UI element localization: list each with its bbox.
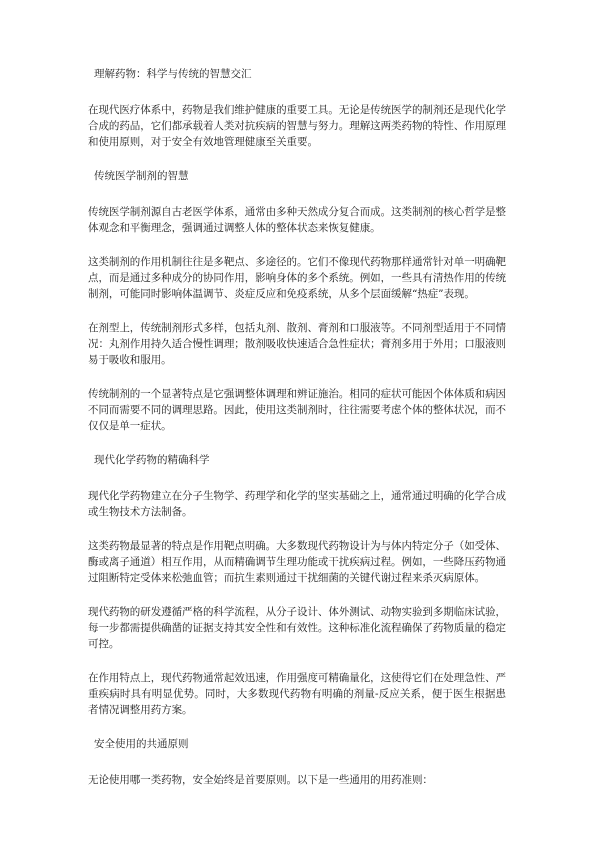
paragraph: 在作用特点上，现代药物通常起效迅速，作用强度可精确量化，这使得它们在处理急性、严重疾病时具有明显优势。同时，大多数现代药物有明确的剂量-反应关系，便于医生根据患者情况调整用药方案。 xyxy=(88,672,506,716)
paragraph: 传统医学制剂源自古老医学体系，通常由多种天然成分复合而成。这类制剂的核心哲学是整体观念和平衡理念，强调通过调整人体的整体状态来恢复健康。 xyxy=(88,206,506,234)
paragraph: 传统制剂的一个显著特点是它强调整体调理和辨证施治。相同的症状可能因个体体质和病因不同而需要不同的调理思路。因此，使用这类制剂时，往往需要考虑个体的整体状况，而不仅仅是单一症状。 xyxy=(88,388,506,432)
paragraph: 这类药物最显著的特点是作用靶点明确。大多数现代药物设计为与体内特定分子（如受体、酶或离子通道）相互作用，从而精确调节生理功能或干扰疾病过程。例如，一些降压药物通过阻断特定受体来松弛血管；而抗生素则通过干扰细菌的关键代谢过程来杀灭病原体。 xyxy=(88,540,506,584)
document-title: 理解药物：科学与传统的智慧交汇 xyxy=(94,68,252,80)
document-page xyxy=(88,66,506,806)
section-heading-safety: 安全使用的共通原则 xyxy=(94,738,189,750)
section-heading-traditional: 传统医学制剂的智慧 xyxy=(94,170,189,182)
paragraph: 现代药物的研发遵循严格的科学流程，从分子设计、体外测试、动物实验到多期临床试验，每一步都需提供确凿的证据支持其安全性和有效性。这种标准化流程确保了药物质量的稳定可控。 xyxy=(88,606,506,650)
section-heading-modern: 现代化学药物的精确科学 xyxy=(94,454,210,466)
intro-paragraph: 在现代医疗体系中，药物是我们维护健康的重要工具。无论是传统医学的制剂还是现代化学合成的药品，它们都承载着人类对抗疾病的智慧与努力。理解这两类药物的特性、作用原理和使用原则，对于安全有效地管理健康至关重要。 xyxy=(88,104,506,148)
paragraph: 这类制剂的作用机制往往是多靶点、多途径的。它们不像现代药物那样通常针对单一明确靶点，而是通过多种成分的协同作用，影响身体的多个系统。例如，一些具有清热作用的传统制剂，可能同时影响体温调节、炎症反应和免疫系统，从多个层面缓解“热症”表现。 xyxy=(88,256,506,300)
paragraph: 现代化学药物建立在分子生物学、药理学和化学的坚实基础之上，通常通过明确的化学合成或生物技术方法制备。 xyxy=(88,490,506,518)
paragraph: 在剂型上，传统制剂形式多样，包括丸剂、散剂、膏剂和口服液等。不同剂型适用于不同情况：丸剂作用持久适合慢性调理；散剂吸收快速适合急性症状；膏剂多用于外用；口服液则易于吸收和服用。 xyxy=(88,322,506,366)
paragraph: 无论使用哪一类药物，安全始终是首要原则。以下是一些通用的用药准则： xyxy=(88,774,433,786)
